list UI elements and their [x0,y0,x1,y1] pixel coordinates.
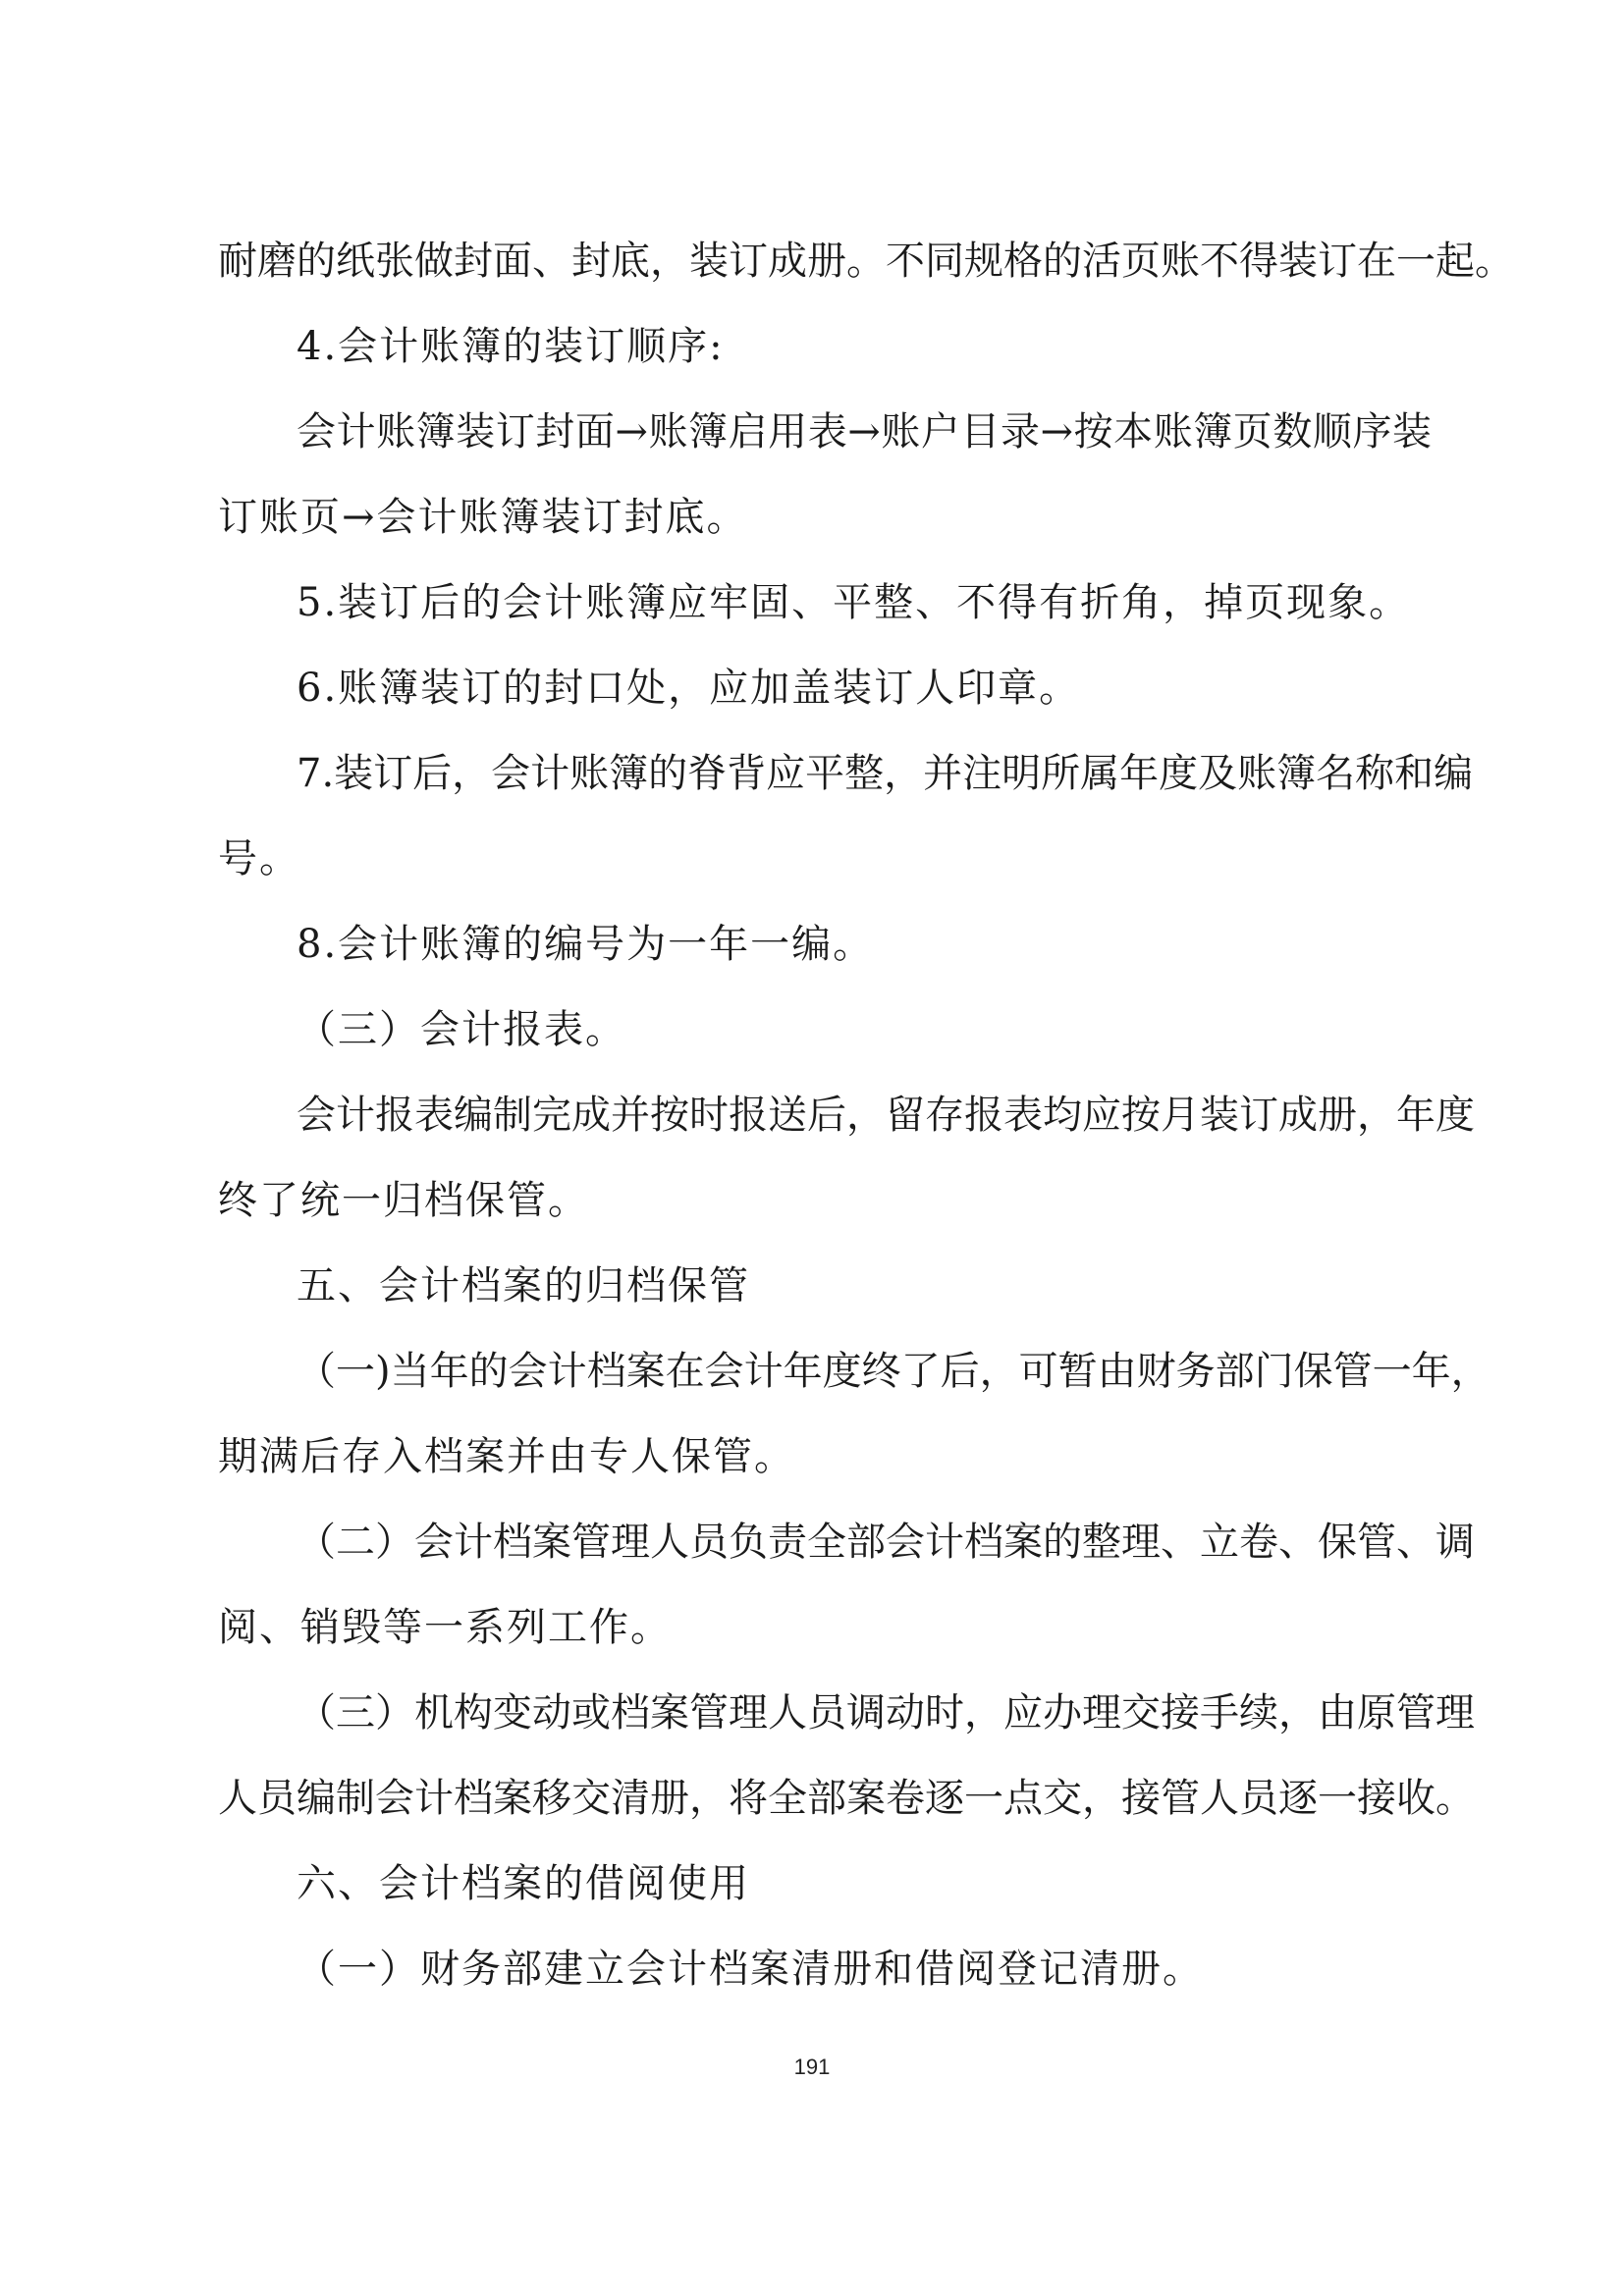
section-heading: 六、会计档案的借阅使用 [297,1861,750,1906]
paragraph-line: （二）会计档案管理人员负责全部会计档案的整理、立卷、保管、调 [297,1520,1475,1565]
paragraph-line: 会计报表编制完成并按时报送后，留存报表均应按月装订成册，年度 [297,1093,1475,1138]
paragraph-line: 期满后存入档案并由专人保管。 [218,1434,795,1479]
paragraph-line: 7.装订后，会计账簿的脊背应平整，并注明所属年度及账簿名称和编 [297,751,1474,796]
section-heading: （三）会计报表。 [297,1007,626,1052]
paragraph-line: 5.装订后的会计账簿应牢固、平整、不得有折角，掉页现象。 [297,580,1411,625]
paragraph-line: 耐磨的纸张做封面、封底，装订成册。不同规格的活页账不得装订在一起。 [218,239,1514,284]
paragraph-line: （一）财务部建立会计档案清册和借阅登记清册。 [297,1947,1204,1992]
paragraph-line: 订账页→会计账簿装订封底。 [218,495,748,540]
paragraph-line: 4.会计账簿的装订顺序: [297,324,725,369]
page-number: 191 [793,2055,831,2079]
paragraph-line: 人员编制会计档案移交清册，将全部案卷逐一点交，接管人员逐一接收。 [218,1776,1475,1821]
paragraph-line: （一)当年的会计档案在会计年度终了后，可暂由财务部门保管一年， [297,1349,1490,1394]
section-heading: 五、会计档案的归档保管 [297,1263,750,1308]
paragraph-line: 号。 [218,836,300,881]
paragraph-line: 终了统一归档保管。 [218,1178,589,1223]
paragraph-line: 阅、销毁等一系列工作。 [218,1605,672,1650]
paragraph-line: 会计账簿装订封面→账簿启用表→账户目录→按本账簿页数顺序装 [297,409,1432,454]
paragraph-line: 8.会计账簿的编号为一年一编。 [297,922,875,967]
paragraph-line: 6.账簿装订的封口处，应加盖装订人印章。 [297,666,1081,711]
paragraph-line: （三）机构变动或档案管理人员调动时，应办理交接手续，由原管理 [297,1690,1475,1735]
